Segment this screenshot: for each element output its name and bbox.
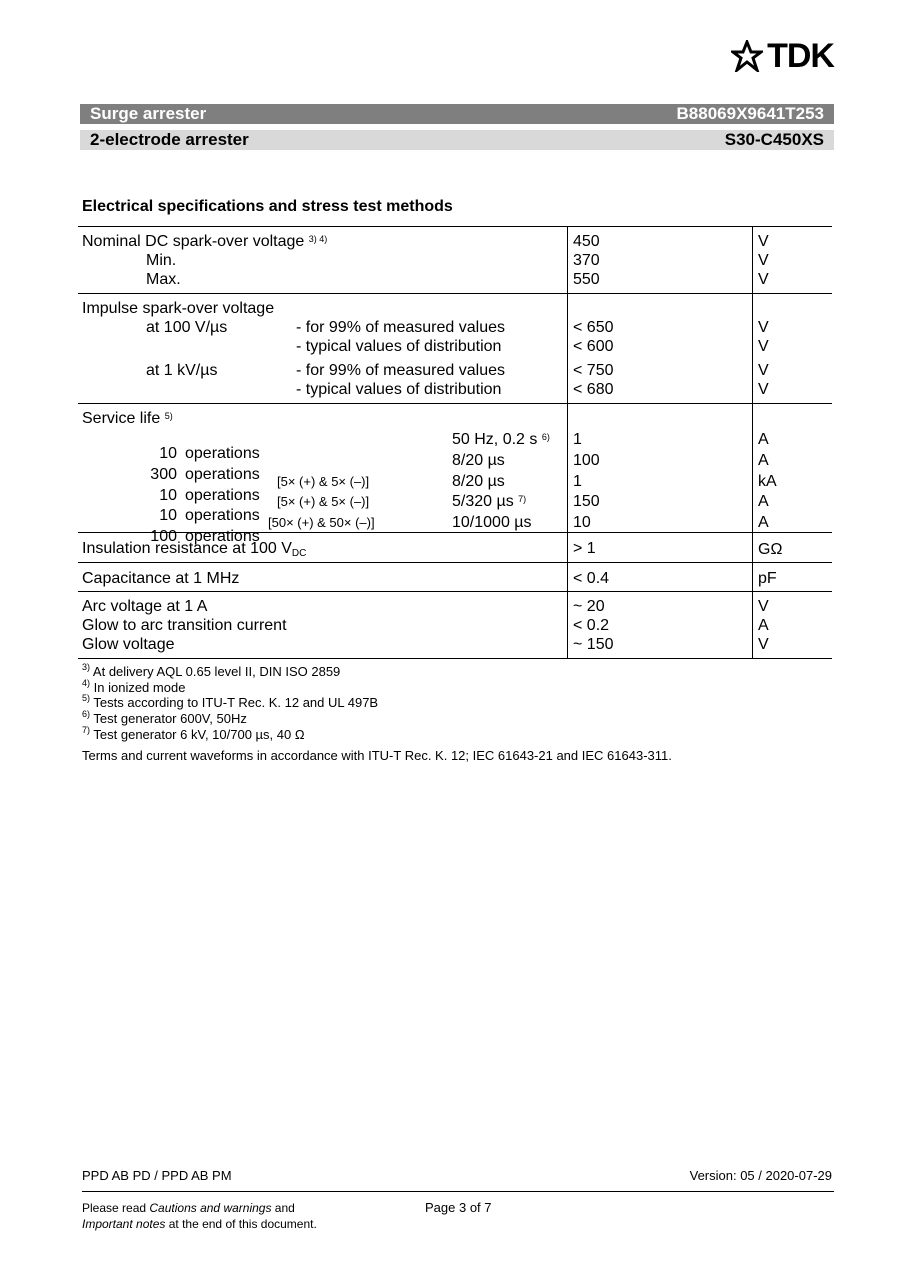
service-value: 150 — [573, 493, 600, 510]
service-polarity: [5× (+) & 5× (–)] — [277, 474, 370, 489]
service-operations: operations — [185, 528, 260, 545]
impulse-description: - typical values of distribution — [296, 381, 502, 398]
dc-sparkover-label: Nominal DC spark-over voltage $^{3) 4)}$ — [82, 233, 328, 250]
product-subtype: 2-electrode arrester — [90, 130, 249, 149]
impulse-unit: V — [758, 319, 769, 336]
glow-voltage-unit: V — [758, 636, 769, 653]
table-rule — [78, 293, 832, 294]
service-row — [140, 472, 263, 504]
service-polarity: [5× (+) & 5× (–)] — [277, 494, 370, 509]
dc-min-value: 370 — [573, 252, 600, 269]
impulse-condition: at 1 kV/µs — [146, 362, 218, 379]
service-count: 300 — [150, 466, 177, 483]
service-operations: operations — [185, 466, 260, 483]
dc-min-label: Min. — [146, 252, 177, 269]
service-row — [140, 451, 263, 483]
glow-arc-transition-label: Glow to arc transition current — [82, 617, 287, 634]
impulse-value: < 750 — [573, 362, 614, 379]
impulse-value: < 680 — [573, 381, 614, 398]
service-value: 10 — [573, 514, 591, 531]
dc-max-value: 550 — [573, 271, 600, 288]
page-number: Page 3 of 7 — [425, 1200, 492, 1215]
insulation-unit: GΩ — [758, 541, 783, 558]
service-operations: operations — [185, 507, 260, 524]
service-unit: kA — [758, 473, 777, 490]
dc-max-label: Max. — [146, 271, 181, 288]
terms-note: Terms and current waveforms in accordance with ITU-T Rec. K. 12; IEC 61643-21 and IEC 61643-311. — [82, 748, 672, 763]
ordering-code: B88069X9641T253 — [676, 104, 824, 123]
table-rule — [78, 591, 832, 592]
dc-nominal-unit: V — [758, 233, 769, 250]
impulse-unit: V — [758, 338, 769, 355]
dc-max-unit: V — [758, 271, 769, 288]
capacitance-label: Capacitance at 1 MHz — [82, 570, 240, 587]
product-type: Surge arrester — [90, 104, 207, 123]
arc-voltage-label: Arc voltage at 1 A — [82, 598, 208, 615]
service-life-label: Service life $^{5)}$ — [82, 410, 173, 427]
footnote: $^{7)}$ Test generator 6 kV, 10/700 µs, 40 Ω — [82, 725, 305, 742]
service-waveform: 5/320 µs $^{7)}$ — [452, 493, 527, 510]
header-bar-product — [80, 104, 834, 124]
service-waveform: 8/20 µs — [452, 473, 505, 490]
service-row — [140, 513, 263, 545]
footnote: $^{6)}$ Test generator 600V, 50Hz — [82, 709, 247, 726]
footer-note: Please read Cautions and warnings and Important notes at the end of this document. — [82, 1201, 317, 1231]
service-value: 100 — [573, 452, 600, 469]
footnote: $^{3)}$ At delivery AQL 0.65 level II, DIN ISO 2859 — [82, 662, 341, 679]
service-count: 100 — [150, 528, 177, 545]
insulation-label: Insulation resistance at 100 $V_{DC}$ — [82, 540, 307, 559]
footer-department: PPD AB PD / PPD AB PM — [82, 1168, 232, 1183]
impulse-unit: V — [758, 362, 769, 379]
glow-voltage-value: ~ 150 — [573, 636, 614, 653]
logo-text: TDK — [767, 37, 834, 75]
table-column-divider — [567, 226, 568, 658]
tdk-logo — [731, 37, 834, 75]
glow-arc-transition-unit: A — [758, 617, 769, 634]
service-value: 1 — [573, 431, 582, 448]
footer-version: Version: 05 / 2020-07-29 — [689, 1168, 832, 1183]
section-title: Electrical specifications and stress test methods — [82, 198, 453, 215]
service-count: 10 — [159, 487, 177, 504]
impulse-label: Impulse spark-over voltage — [82, 300, 275, 317]
service-unit: A — [758, 493, 769, 510]
service-unit: A — [758, 514, 769, 531]
insulation-value: > 1 — [573, 540, 596, 557]
impulse-description: - for 99% of measured values — [296, 362, 505, 379]
service-operations: operations — [185, 487, 260, 504]
dc-nominal-value: 450 — [573, 233, 600, 250]
dc-footnote-ref: 3) 4) — [308, 234, 328, 244]
impulse-description: - typical values of distribution — [296, 338, 502, 355]
glow-arc-transition-value: < 0.2 — [573, 617, 610, 634]
service-unit: A — [758, 452, 769, 469]
service-waveform: 50 Hz, 0.2 s $^{6)}$ — [452, 431, 550, 448]
footnote: $^{5)}$ Tests according to ITU-T Rec. K. 12 and UL 497B — [82, 693, 379, 710]
service-count: 10 — [159, 445, 177, 462]
glow-voltage-label: Glow voltage — [82, 636, 175, 653]
service-unit: A — [758, 431, 769, 448]
table-rule — [78, 562, 832, 563]
service-row — [140, 430, 263, 462]
table-rule — [78, 403, 832, 404]
footnote: $^{4)}$ In ionized mode — [82, 678, 186, 695]
service-row — [140, 492, 263, 524]
service-waveform: 10/1000 µs — [452, 514, 532, 531]
table-rule — [78, 658, 832, 659]
service-count: 10 — [159, 507, 177, 524]
arc-voltage-value: ~ 20 — [573, 598, 605, 615]
impulse-unit: V — [758, 381, 769, 398]
arc-voltage-unit: V — [758, 598, 769, 615]
impulse-condition: at 100 V/µs — [146, 319, 228, 336]
service-polarity: [50× (+) & 50× (–)] — [268, 515, 375, 530]
capacitance-unit: pF — [758, 570, 777, 587]
service-life-footnote-ref: 5) — [164, 411, 173, 421]
footer-rule — [82, 1191, 834, 1192]
impulse-description: - for 99% of measured values — [296, 319, 505, 336]
capacitance-value: < 0.4 — [573, 570, 610, 587]
service-operations: operations — [185, 445, 260, 462]
header-bar-subtype — [80, 130, 834, 150]
service-waveform: 8/20 µs — [452, 452, 505, 469]
dc-min-unit: V — [758, 252, 769, 269]
impulse-value: < 600 — [573, 338, 614, 355]
tdk-logo-icon — [731, 40, 763, 72]
type-code: S30-C450XS — [724, 130, 824, 149]
table-rule — [78, 226, 832, 227]
table-column-divider — [752, 226, 753, 658]
service-value: 1 — [573, 473, 582, 490]
impulse-value: < 650 — [573, 319, 614, 336]
